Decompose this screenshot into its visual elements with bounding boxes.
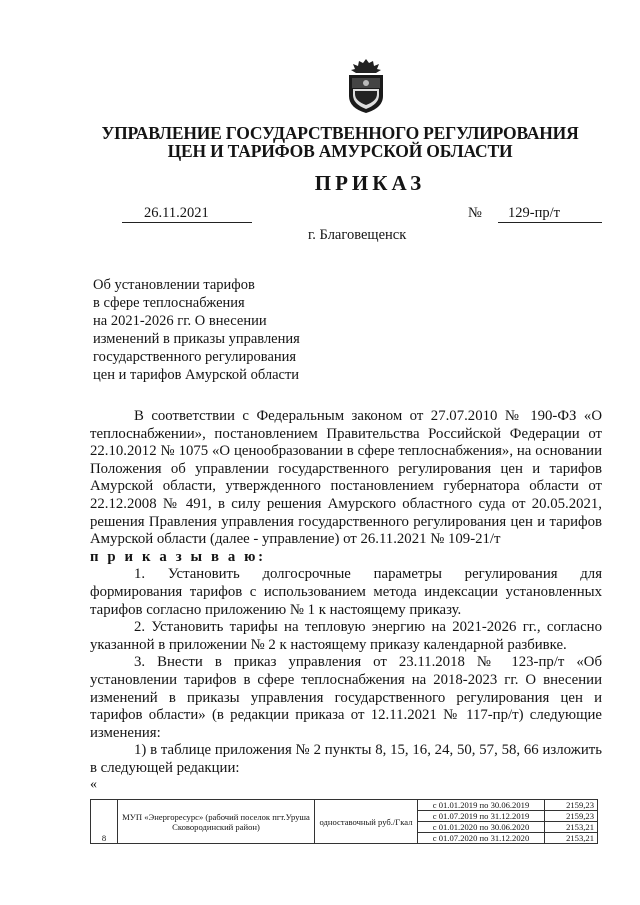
tariff-value-cell: 2153,21	[545, 833, 598, 844]
agency-name-line1: УПРАВЛЕНИЕ ГОСУДАРСТВЕННОГО РЕГУЛИРОВАНИЯ	[101, 123, 579, 143]
tariff-value-cell: 2159,23	[545, 800, 598, 811]
document-subject	[93, 276, 323, 384]
subject-line: Об установлении тарифов	[93, 277, 255, 293]
item-2-paragraph: 2. Установить тарифы на тепловую энергию на 2021-2026 гг., согласно указанной в приложении № 2 к настоящему приказу календарной разбивке.	[90, 619, 602, 653]
organization-cell: МУП «Энергоресурс» (рабочий поселок пгт.Уруша Сковородинский район)	[118, 800, 315, 844]
subject-line: изменений в приказы управления	[93, 331, 300, 347]
document-city: г. Благовещенск	[308, 227, 407, 243]
document-body	[90, 408, 602, 777]
period-cell: с 01.07.2019 по 31.12.2019	[418, 811, 545, 822]
period-cell: с 01.01.2019 по 30.06.2019	[418, 800, 545, 811]
agency-name-line2: ЦЕН И ТАРИФОВ АМУРСКОЙ ОБЛАСТИ	[167, 141, 513, 161]
item-1-paragraph: 1. Установить долгосрочные параметры регулирования для формирования тарифов с использованием метода индексации установленных тарифов согласно приложению № 1 к настоящему приказу.	[90, 566, 602, 618]
document-number: 129-пр/т	[498, 204, 602, 223]
document-type: ПРИКАЗ	[314, 171, 426, 195]
order-word: п р и к а з ы в а ю:	[90, 548, 266, 565]
period-cell: с 01.01.2020 по 30.06.2020	[418, 822, 545, 833]
subject-line: государственного регулирования	[93, 349, 297, 365]
coat-of-arms-icon	[343, 58, 389, 114]
subject-line: цен и тарифов Амурской области	[93, 367, 300, 383]
subject-line: в сфере теплоснабжения	[93, 295, 245, 311]
table-row	[91, 800, 598, 811]
row-number-cell: 8	[91, 800, 118, 844]
item-3-1-paragraph: 1) в таблице приложения № 2 пункты 8, 15, 16, 24, 50, 57, 58, 66 изложить в следующей редакции:	[90, 742, 602, 776]
tariff-table	[90, 799, 598, 844]
tariff-value-cell: 2153,21	[545, 822, 598, 833]
period-cell: с 01.07.2020 по 31.12.2020	[418, 833, 545, 844]
number-sign: №	[468, 205, 482, 221]
unit-cell: одноставочный руб./Гкал	[315, 800, 418, 844]
item-3-paragraph: 3. Внести в приказ управления от 23.11.2018 № 123-пр/т «Об установлении тарифов в сфере теплоснабжения на 2018-2023 гг. О внесении изменений в приказы управления государственного регулирования цен и тарифов области» (в редакции приказа от 12.11.2021 № 117-пр/т) следующие изменения:	[90, 654, 602, 741]
tariff-value-cell: 2159,23	[545, 811, 598, 822]
subject-line: на 2021-2026 гг. О внесении	[93, 313, 267, 329]
opening-quote: «	[90, 777, 97, 792]
preamble-paragraph: В соответствии с Федеральным законом от 27.07.2010 № 190-ФЗ «О теплоснабжении», постановлением Правительства Российской Федерации от 22.10.2012 № 1075 «О ценообразовании в сфере теплоснабжения», на основании Положения об управлении государственного регулирования цен и тарифов Амурской области, утвержденного постановлением губернатора области от 22.12.2008 № 491, в силу решения Амурского областного суда от 20.05.2021, решения Правления управления государственного регулирования цен и тарифов Амурской области (далее - управление) от 26.11.2021 № 109-21/т	[90, 408, 602, 548]
document-date: 26.11.2021	[122, 204, 252, 223]
